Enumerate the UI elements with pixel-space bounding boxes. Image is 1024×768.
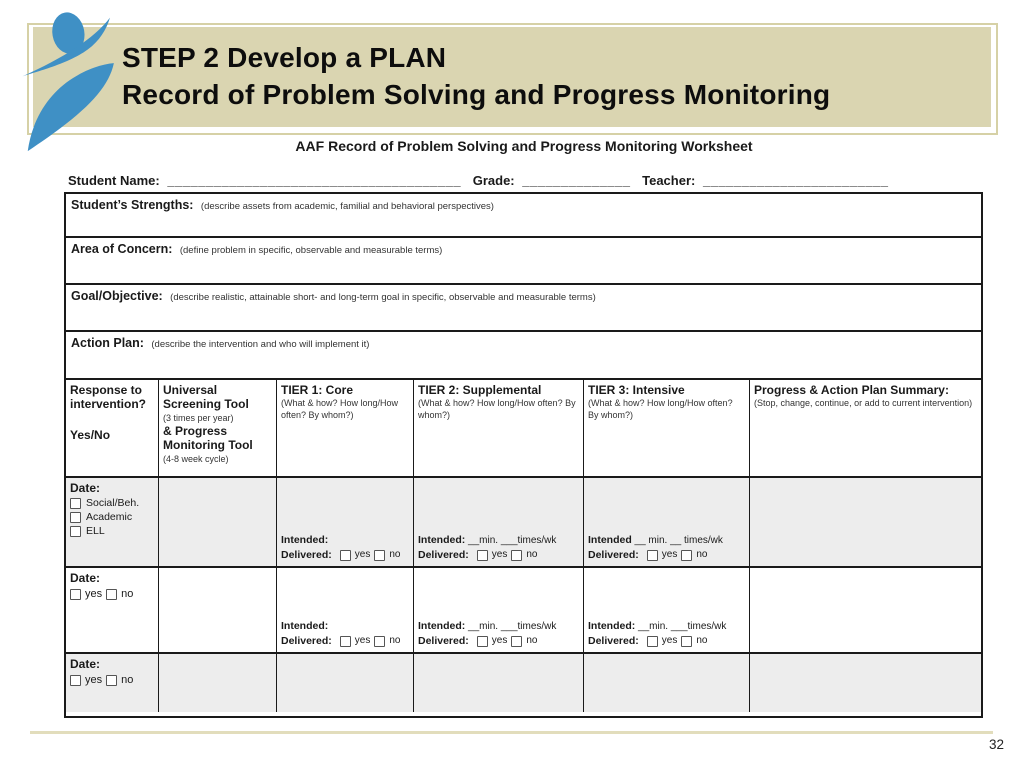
option-label: Social/Beh. (86, 497, 140, 509)
yes-label: yes (491, 635, 508, 647)
option-ell (70, 525, 154, 537)
section-student-strengths[interactable] (66, 194, 981, 238)
intended-label: Intended: (281, 620, 329, 633)
delivered-no-checkbox[interactable] (374, 636, 385, 647)
header-title: & Progress Monitoring Tool (163, 424, 253, 453)
intended-blanks[interactable]: __min. ___times/wk (468, 621, 557, 633)
delivered-label: Delivered: (281, 634, 332, 647)
header-title: TIER 1: Core (281, 383, 354, 397)
worksheet-table (64, 192, 983, 718)
no-label: no (696, 635, 708, 647)
option-label: Academic (86, 511, 133, 523)
yes-label: yes (85, 674, 103, 686)
ell-checkbox[interactable] (70, 526, 81, 537)
teacher-label: Teacher: (642, 173, 696, 188)
yes-label: yes (354, 635, 371, 647)
yes-label: yes (491, 549, 508, 561)
grade-blank[interactable]: ______________ (522, 173, 631, 188)
delivered-label: Delivered: (281, 548, 332, 561)
slide-title-line2: Record of Problem Solving and Progress Monitoring (122, 79, 831, 110)
row3-tier2-cell[interactable] (413, 652, 583, 712)
section-hint: (define problem in specific, observable and measurable terms) (179, 245, 443, 256)
intervention-grid (66, 380, 981, 712)
no-label: no (121, 588, 134, 600)
option-label: ELL (86, 525, 105, 537)
section-hint: (describe the intervention and who will implement it) (151, 339, 370, 350)
social-beh-checkbox[interactable] (70, 498, 81, 509)
delivered-yes-checkbox[interactable] (340, 636, 351, 647)
yes-checkbox[interactable] (70, 589, 81, 600)
header-hint: (Stop, change, continue, or add to current intervention) (754, 398, 973, 409)
header-yes-no: Yes/No (70, 427, 111, 442)
date-label: Date: (70, 657, 101, 671)
row2-summary-cell[interactable] (749, 566, 981, 652)
intended-label: Intended: (418, 534, 466, 547)
section-hint: (describe assets from academic, familial and behavioral perspectives) (200, 201, 494, 212)
no-label: no (389, 635, 401, 647)
delivered-label: Delivered: (588, 634, 639, 647)
row2-screening-cell[interactable] (158, 566, 276, 652)
option-social-beh (70, 497, 154, 509)
page-number: 32 (988, 737, 1004, 752)
row1-summary-cell[interactable] (749, 476, 981, 566)
person-figure-logo-icon (14, 5, 116, 155)
row2-tier2-cell[interactable] (413, 566, 583, 652)
intended-blanks[interactable]: __min. ___times/wk (638, 621, 727, 633)
header-title: TIER 3: Intensive (588, 383, 685, 397)
header-tier3 (583, 380, 749, 476)
row2-date-cell[interactable] (66, 566, 158, 652)
section-area-of-concern[interactable] (66, 238, 981, 285)
delivered-no-checkbox[interactable] (511, 636, 522, 647)
header-hint: (3 times per year) (163, 412, 234, 423)
student-name-label: Student Name: (68, 173, 160, 188)
delivered-yes-checkbox[interactable] (340, 550, 351, 561)
yes-label: yes (354, 549, 371, 561)
header-title: TIER 2: Supplemental (418, 383, 542, 397)
section-action-plan[interactable] (66, 332, 981, 380)
delivered-label: Delivered: (418, 634, 469, 647)
no-label: no (526, 635, 538, 647)
row1-tier3-cell[interactable] (583, 476, 749, 566)
delivered-label: Delivered: (588, 548, 639, 561)
no-label: no (696, 549, 708, 561)
header-hint: (What & how? How long/How often? By whom?) (418, 398, 576, 420)
delivered-yes-checkbox[interactable] (647, 636, 658, 647)
slide-title-line1: STEP 2 Develop a PLAN (122, 42, 447, 73)
row3-tier3-cell[interactable] (583, 652, 749, 712)
delivered-yes-checkbox[interactable] (477, 550, 488, 561)
student-name-blank[interactable]: ______________________________________ (167, 173, 462, 188)
header-title: Response to intervention? (70, 383, 147, 412)
section-label: Student’s Strengths: (71, 198, 194, 212)
intended-label: Intended: (418, 620, 466, 633)
student-info-line (68, 173, 982, 188)
delivered-no-checkbox[interactable] (681, 550, 692, 561)
no-checkbox[interactable] (106, 675, 117, 686)
row1-screening-cell[interactable] (158, 476, 276, 566)
delivered-no-checkbox[interactable] (374, 550, 385, 561)
header-progress-summary (749, 380, 981, 476)
footer-divider (30, 731, 993, 734)
header-title: Progress & Action Plan Summary: (754, 383, 949, 397)
row1-date-cell[interactable] (66, 476, 158, 566)
delivered-yes-checkbox[interactable] (647, 550, 658, 561)
yes-label: yes (661, 635, 678, 647)
section-label: Area of Concern: (71, 242, 173, 256)
intended-blanks[interactable]: __min. ___times/wk (468, 535, 557, 547)
row3-date-cell[interactable] (66, 652, 158, 712)
rti-yes-no (70, 674, 154, 686)
delivered-yes-checkbox[interactable] (477, 636, 488, 647)
row3-tier1-cell[interactable] (276, 652, 413, 712)
grade-label: Grade: (472, 173, 515, 188)
no-label: no (526, 549, 538, 561)
rti-yes-no (70, 588, 154, 600)
worksheet-title: AAF Record of Problem Solving and Progress Monitoring Worksheet (295, 138, 753, 154)
row1-tier1-cell[interactable] (276, 476, 413, 566)
intended-label: Intended: (281, 534, 329, 547)
row3-summary-cell[interactable] (749, 652, 981, 712)
header-response-to-intervention (66, 380, 158, 476)
no-checkbox[interactable] (106, 589, 117, 600)
row2-tier3-cell[interactable] (583, 566, 749, 652)
header-hint: (What & how? How long/How often? By whom?) (588, 398, 733, 420)
header-tier1 (276, 380, 413, 476)
intended-label: Intended: (588, 620, 636, 633)
intended-label: Intended (588, 534, 632, 547)
section-label: Goal/Objective: (71, 289, 163, 303)
no-label: no (121, 674, 134, 686)
delivered-no-checkbox[interactable] (681, 636, 692, 647)
academic-checkbox[interactable] (70, 512, 81, 523)
section-label: Action Plan: (71, 336, 144, 350)
delivered-no-checkbox[interactable] (511, 550, 522, 561)
intended-blanks[interactable]: __ min. __ times/wk (634, 535, 723, 547)
header-hint: (4-8 week cycle) (163, 453, 229, 464)
slide-title (122, 39, 982, 113)
header-title: Universal Screening Tool (163, 383, 249, 412)
row2-tier1-cell[interactable] (276, 566, 413, 652)
no-label: no (389, 549, 401, 561)
row3-screening-cell[interactable] (158, 652, 276, 712)
section-hint: (describe realistic, attainable short- and long-term goal in specific, observable and measurable terms) (170, 292, 596, 303)
header-tier2 (413, 380, 583, 476)
teacher-blank[interactable]: ________________________ (702, 173, 889, 188)
option-academic (70, 511, 154, 523)
yes-label: yes (85, 588, 103, 600)
yes-checkbox[interactable] (70, 675, 81, 686)
yes-label: yes (661, 549, 678, 561)
header-screening-tool (158, 380, 276, 476)
date-label: Date: (70, 571, 101, 585)
delivered-label: Delivered: (418, 548, 469, 561)
header-hint: (What & how? How long/How often? By whom?) (281, 398, 399, 420)
section-goal-objective[interactable] (66, 285, 981, 332)
row1-tier2-cell[interactable] (413, 476, 583, 566)
date-label: Date: (70, 481, 101, 495)
